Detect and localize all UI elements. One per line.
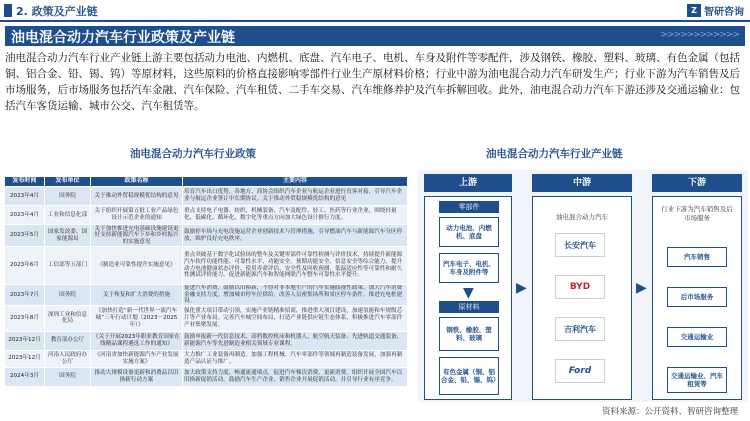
cell-issuer: 国务院 [45, 285, 91, 306]
down-arrow-icon: ▼ [463, 285, 474, 301]
cell-issuer: 工业和信息化部 [45, 206, 91, 225]
cell-issuer: 国家发改委、国家能源局 [45, 225, 91, 247]
policy-table-row [5, 350, 408, 367]
policy-section-title: 油电混合动力汽车行业政策 [130, 148, 256, 160]
cell-policy-name: 推动大规模设备更新和消费品以旧换新行动方案 [91, 367, 183, 386]
source-note: 资料来源：公开资料、智研咨询整理 [601, 407, 738, 417]
policy-table [4, 176, 408, 387]
cell-date: 2023年4月 [5, 187, 45, 206]
downstream-item: 后市场服务 [667, 287, 727, 307]
brand-geely: 吉利汽车 [555, 317, 605, 341]
brand-logo [687, 3, 744, 18]
logo-text: 智研咨询 [704, 7, 744, 18]
section-title: 2. 政策及产业链 [16, 5, 98, 18]
cell-date: 2024年3月 [5, 367, 45, 386]
parts-label: 零部件 [439, 201, 499, 213]
cell-issuer: 教育部办公厅 [45, 331, 91, 350]
right-arrow-icon: ▶ [516, 280, 527, 296]
downstream-header: 下游 [652, 174, 742, 192]
cell-date: 2023年5月 [5, 225, 45, 247]
midstream-header: 中游 [532, 174, 632, 192]
cell-issuer: 河南人民政府办公厅 [45, 350, 91, 367]
policy-table-row [5, 305, 408, 331]
downstream-text: 行业下游为汽车销售及后市场服务 [661, 205, 733, 222]
cell-policy-name: 《关于开展2023年职业教育国家在线精品课程遴选工作的通知》 [91, 331, 183, 350]
upstream-header: 上游 [424, 174, 512, 192]
chain-section-title: 油电混合动力汽车行业产业链 [486, 148, 623, 160]
policy-table-row [5, 187, 408, 206]
midstream-box [532, 196, 632, 400]
upstream-item: 动力电池、内燃机、底盘 [439, 217, 499, 247]
cell-date: 2023年12月 [5, 350, 45, 367]
cell-content: 鼓励停车场与充电设施运营企业创新技术与管理措施，引导燃油汽车与新能源汽车分区停放，维护良好充电秩序。 [183, 225, 408, 247]
policy-table-row [5, 206, 408, 225]
cell-content: 培育汽车出口优势。各地方、商协会组织汽车企业与航运企业进行直客对接，引导汽车企业与航运企业签订中长期协议。关于推动外贸稳规模优结构的意见 [183, 187, 408, 206]
policy-table-row [5, 225, 408, 247]
header-policy-name: 政策名称 [91, 177, 183, 187]
upstream-item: 钢铁、橡胶、塑料、玻璃 [439, 317, 499, 351]
brand-changan: 长安汽车 [555, 233, 605, 257]
upstream-item: 汽车电子、电机、车身及附件等 [439, 253, 499, 283]
cell-date: 2023年6月 [5, 247, 45, 285]
cell-date: 2023年8月 [5, 305, 45, 331]
policy-table-row [5, 367, 408, 386]
downstream-item: 交通运输业、汽车租赁等 [667, 367, 727, 393]
chevron-decoration-icon: >>>>>>>>>>>> [660, 30, 739, 40]
page-title: 油电混合动力汽车行业政策及产业链 [11, 30, 235, 46]
cell-policy-name: 关于加快推进充电基础设施建设更好支持新能源汽车下乡和乡村振兴的实施意见 [91, 225, 183, 247]
upstream-item: 有色金属（铜、铝合金、铅、锡、钨） [439, 357, 499, 395]
cell-content: 大力推广工业装备再制造。加强工程机械、汽车零部件等领域再制造装备发展，加强再制造产品认证与推广。 [183, 350, 408, 367]
upstream-box [424, 196, 512, 400]
cell-content: 促进汽车消费，鼓励以旧换新，不得对非本地生产的汽车实施歧视性政策。加大汽车消费金融支持力度。增加城市停车位供给，改善人员密集场所和景区停车条件，推进充电桩建设。 [183, 285, 408, 306]
policy-table-row [5, 331, 408, 350]
cell-content: 强化重大项目带动引领，实施产业链精准招商，推进重大项目建设，加速氢能和车规级芯片等产业布局。完善汽车城空间布局，打造产业链供应链生态体系，积极推进汽车零部件产业集聚发展。 [183, 305, 408, 331]
brand-byd: BYD [555, 275, 605, 299]
header-issuer: 发布单位 [45, 177, 91, 187]
cell-date: 2023年12月 [5, 331, 45, 350]
policy-table-row [5, 285, 408, 306]
downstream-item: 汽车销售 [667, 247, 727, 267]
industry-chain-diagram [418, 170, 748, 402]
cell-policy-name: 关于组织开展第五批工业产品绿色设计示范企业的通知 [91, 206, 183, 225]
policy-table-row [5, 247, 408, 285]
brand-ford: Ford [555, 359, 605, 383]
cell-content: 加大政策支持力度，畅通流通堵点，促进汽车梯次消费、更新消费。组织开展全国汽车以旧换新促销活动，鼓励汽车生产企业、销售企业开展促销活动，并引导行业有序竞争。 [183, 367, 408, 386]
downstream-box [652, 196, 742, 400]
cell-date: 2023年4月 [5, 206, 45, 225]
logo-icon: Z [687, 4, 701, 17]
cell-issuer: 深圳工业和信息化局 [45, 305, 91, 331]
downstream-item: 交通运输业 [667, 327, 727, 347]
cell-issuer: 国务院 [45, 367, 91, 386]
intro-paragraph: 油电混合动力汽车行业产业链上游主要包括动力电池、内燃机、底盘、汽车电子、电机、车身及附件等零配件，涉及钢铁、橡胶、塑料、玻璃、有色金属（包括铜、铝合金、铅、锡、钨）等原材料，这些原料的价格直接影响零部件行业生产原材料价格；行业中游为油电混合动力汽车研发生产；行业下游为汽车销售及后市场服务，后市场服务包括汽车金融、汽车保险、汽车租赁、二手车交易、汽车维修养护及汽车拆解回收。此外，油电混合动力汽车下游还涉及交通运输业：包括汽车客货运输、城市公交、汽车租赁等。 [5, 52, 740, 112]
cell-policy-name: 《河南省加快新能源汽车产业发展实施方案》 [91, 350, 183, 367]
title-banner [5, 26, 745, 46]
materials-label: 原材料 [439, 301, 499, 313]
cell-content: 鼓励申报新一代信息技术、高档数控机床和机器人、航空航天装备、先进轨道交通装备、新能源汽车等先进制造业相关领域专业课程。 [183, 331, 408, 350]
cell-issuer: 工信部等五部门 [45, 247, 91, 285]
midstream-text: 油电混合动力汽车 [556, 213, 608, 221]
section-marker [4, 4, 12, 17]
cell-policy-name: 《制造业可靠性提升实施意见》 [91, 247, 183, 285]
header-content: 主要内容 [183, 177, 408, 187]
header-date: 发布时间 [5, 177, 45, 187]
cell-content: 重点支持电子电器、纺织、机械装备、汽车及配件、轻工、医药等行业企业，围绕轻量化、低碳化、循环化、数字化等重点方向加大绿色设计推行力度。 [183, 206, 408, 225]
cell-date: 2023年7月 [5, 285, 45, 306]
cell-content: 重点突破基于数字化试验场的整车及关键零部件可靠性检测与评价技术，持续提升新能源汽车软件功能性能、可靠性水平、功能安全、预期功能安全、信息安全等综合能力，提升动力电池健康状态评价、使用寿命评估、安全性及回收预测、低温适应性等可靠性和耐久性测试评价能力，促进新能源汽车和智能网联汽车整车可靠性水平提升。 [183, 247, 408, 285]
cell-policy-name: 《加快打造“新一代世界一流汽车城”三年行动计划（2023－2025年）》 [91, 305, 183, 331]
right-arrow-icon: ▶ [636, 280, 647, 296]
policy-table-header [5, 177, 408, 187]
cell-policy-name: 关于恢复和扩大消费的措施 [91, 285, 183, 306]
section-header [0, 0, 750, 22]
cell-policy-name: 关于推动外贸稳规模优结构的意见 [91, 187, 183, 206]
cell-issuer: 国务院 [45, 187, 91, 206]
